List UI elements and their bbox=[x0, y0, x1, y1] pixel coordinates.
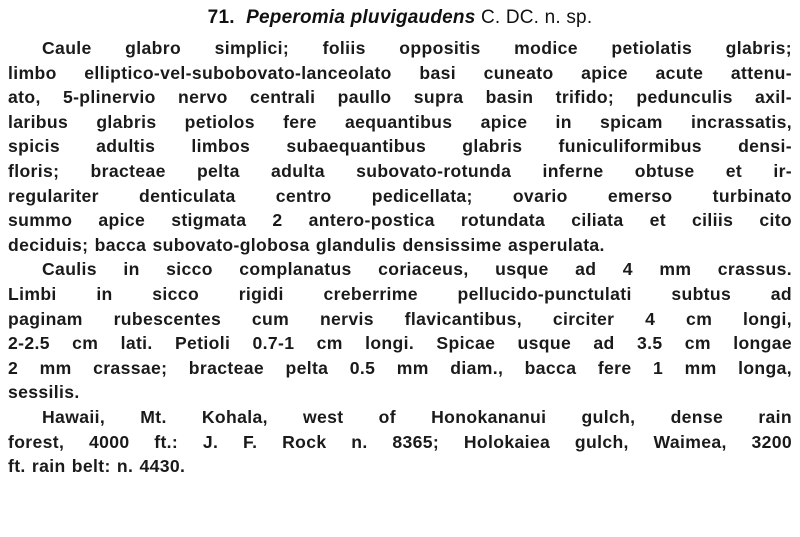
text-line: Hawaii, Mt. Kohala, west of Honokananui gulch, dense rain bbox=[42, 406, 792, 427]
text-line: Caule glabro simplici; foliis oppositis modice petiolatis glabris; bbox=[42, 38, 792, 58]
text-line: laribus glabris petiolos fere aequantibus apice in spicam incrassatis, bbox=[8, 111, 792, 132]
text-line: regulariter denticulata centro pedicellata; ovario emerso turbinato bbox=[8, 185, 792, 206]
text-line: Limbi in sicco rigidi creberrime pellucido-punctulati subtus ad bbox=[8, 283, 792, 304]
document-page bbox=[8, 6, 792, 479]
description-paragraph bbox=[8, 36, 792, 257]
locality-paragraph bbox=[8, 405, 792, 479]
text-line: ato, 5-plinervio nervo centrali paullo supra basin trifido; pedunculis axil- bbox=[8, 87, 792, 108]
text-line: Caulis in sicco complanatus coriaceus, usque ad 4 mm crassus. bbox=[42, 259, 792, 280]
text-line: paginam rubescentes cum nervis flavicantibus, circiter 4 cm longi, bbox=[8, 308, 792, 329]
species-heading bbox=[8, 6, 792, 30]
text-line: sessilis. bbox=[8, 382, 80, 403]
text-line: 2-2.5 cm lati. Petioli 0.7-1 cm longi. Spicae usque ad 3.5 cm longae bbox=[8, 333, 792, 354]
text-line: forest, 4000 ft.: J. F. Rock n. 8365; Holokaiea gulch, Waimea, 3200 bbox=[8, 431, 792, 452]
text-line: 2 mm crassae; bracteae pelta 0.5 mm diam., bacca fere 1 mm longa, bbox=[8, 357, 792, 378]
text-line: deciduis; bacca subovato-globosa glandulis densissime asperulata. bbox=[8, 234, 605, 255]
text-line: spicis adultis limbos subaequantibus glabris funiculiformibus densi- bbox=[8, 136, 792, 157]
species-name: Peperomia pluvigaudens bbox=[246, 7, 476, 28]
measurements-paragraph bbox=[8, 257, 792, 405]
entry-number: 71. bbox=[207, 7, 235, 28]
text-line: limbo elliptico-vel-subobovato-lanceolato basi cuneato apice acute attenu- bbox=[8, 62, 792, 83]
species-author: C. DC. n. sp. bbox=[480, 7, 593, 28]
text-line: ft. rain belt: n. 4430. bbox=[8, 456, 186, 477]
text-line: summo apice stigmata 2 antero-postica rotundata ciliata et ciliis cito bbox=[8, 210, 792, 231]
text-line: floris; bracteae pelta adulta subovato-rotunda inferne obtuse et ir- bbox=[8, 160, 792, 181]
